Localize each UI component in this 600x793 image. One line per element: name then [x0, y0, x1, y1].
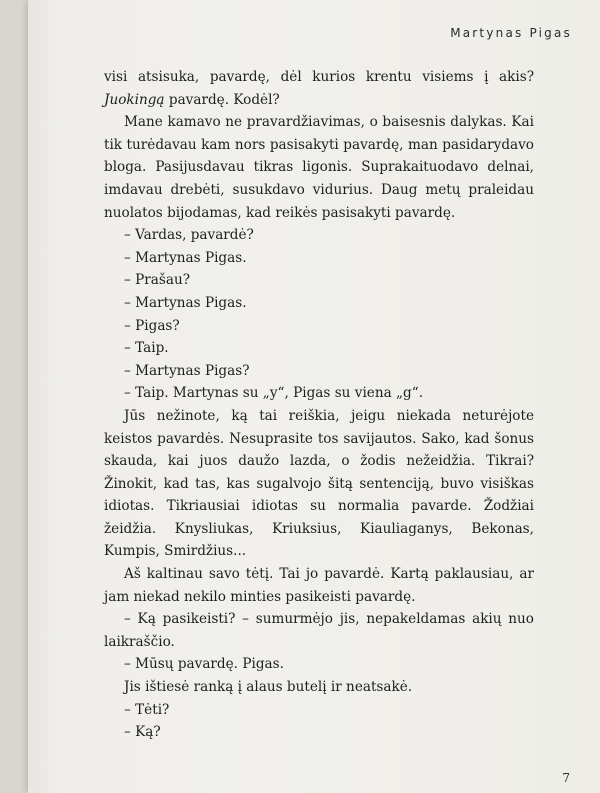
book-page — [28, 0, 600, 793]
dialogue-line: – Martynas Pigas. — [124, 294, 247, 311]
text-run: visi atsisuka, pavardę, dėl kurios krentu visiems į akis? — [104, 69, 534, 85]
paragraph: Jis ištiesė ranką į alaus butelį ir neatsakė. — [124, 679, 413, 696]
paragraph — [104, 66, 534, 111]
dialogue-line: – Martynas Pigas? — [124, 362, 250, 379]
dialogue-line: – Vardas, pavardė? — [124, 227, 254, 244]
dialogue-line: – Pigas? — [124, 317, 180, 334]
page-number: 7 — [562, 771, 570, 785]
dialogue-line: – Tėti? — [124, 701, 170, 718]
paragraph: Mane kamavo ne pravardžiavimas, o baisesnis dalykas. Kai tik turėdavau kam nors pasisakyti pavardę, man pasidarydavo bloga. Pasijusdavau tikras ligonis. Suprakaituodavo delnai, imdavau drebėti, susukdavo vidurius. Daug metų praleidau nuolatos bijodamas, kad reikės pasisakyti pavardę. — [104, 114, 534, 221]
dialogue-line: – Mūsų pavardę. Pigas. — [124, 656, 284, 673]
running-header: Martynas Pigas — [450, 26, 572, 40]
dialogue-line: – Ką? — [124, 724, 161, 741]
body-text — [104, 66, 534, 744]
dialogue-line: – Prašau? — [124, 272, 190, 289]
dialogue-line: – Martynas Pigas. — [124, 249, 247, 266]
paragraph: Aš kaltinau savo tėtį. Tai jo pavardė. Kartą paklausiau, ar jam niekad nekilo minties pasikeisti pavardę. — [104, 566, 534, 605]
dialogue-line: – Ką pasikeisti? – sumurmėjo jis, nepakeldamas akių nuo laikraščio. — [104, 611, 534, 650]
paragraph: Jūs nežinote, ką tai reiškia, jeigu niekada neturėjote keistos pavardės. Nesuprasite tos savijautos. Sako, kad šonus skauda, kai juos daužo lazda, o žodis nežeidžia. Tikrai? Žinokit, kad tas, kas sugalvojo šitą sentenciją, buvo visiškas idiotas. Tikriausiai idiotas su normalia pavarde. Žodžiai žeidžia. Knysliukas, Kriuksius, Kiauliaganys, Bekonas, Kumpis, Smirdžius... — [104, 407, 534, 560]
dialogue-line: – Taip. — [124, 340, 169, 357]
dialogue-line: – Taip. Martynas su „y“, Pigas su viena „g“. — [124, 385, 424, 402]
text-run: pavardę. Kodėl? — [164, 91, 280, 108]
italic-word: Juokingą — [104, 91, 165, 108]
